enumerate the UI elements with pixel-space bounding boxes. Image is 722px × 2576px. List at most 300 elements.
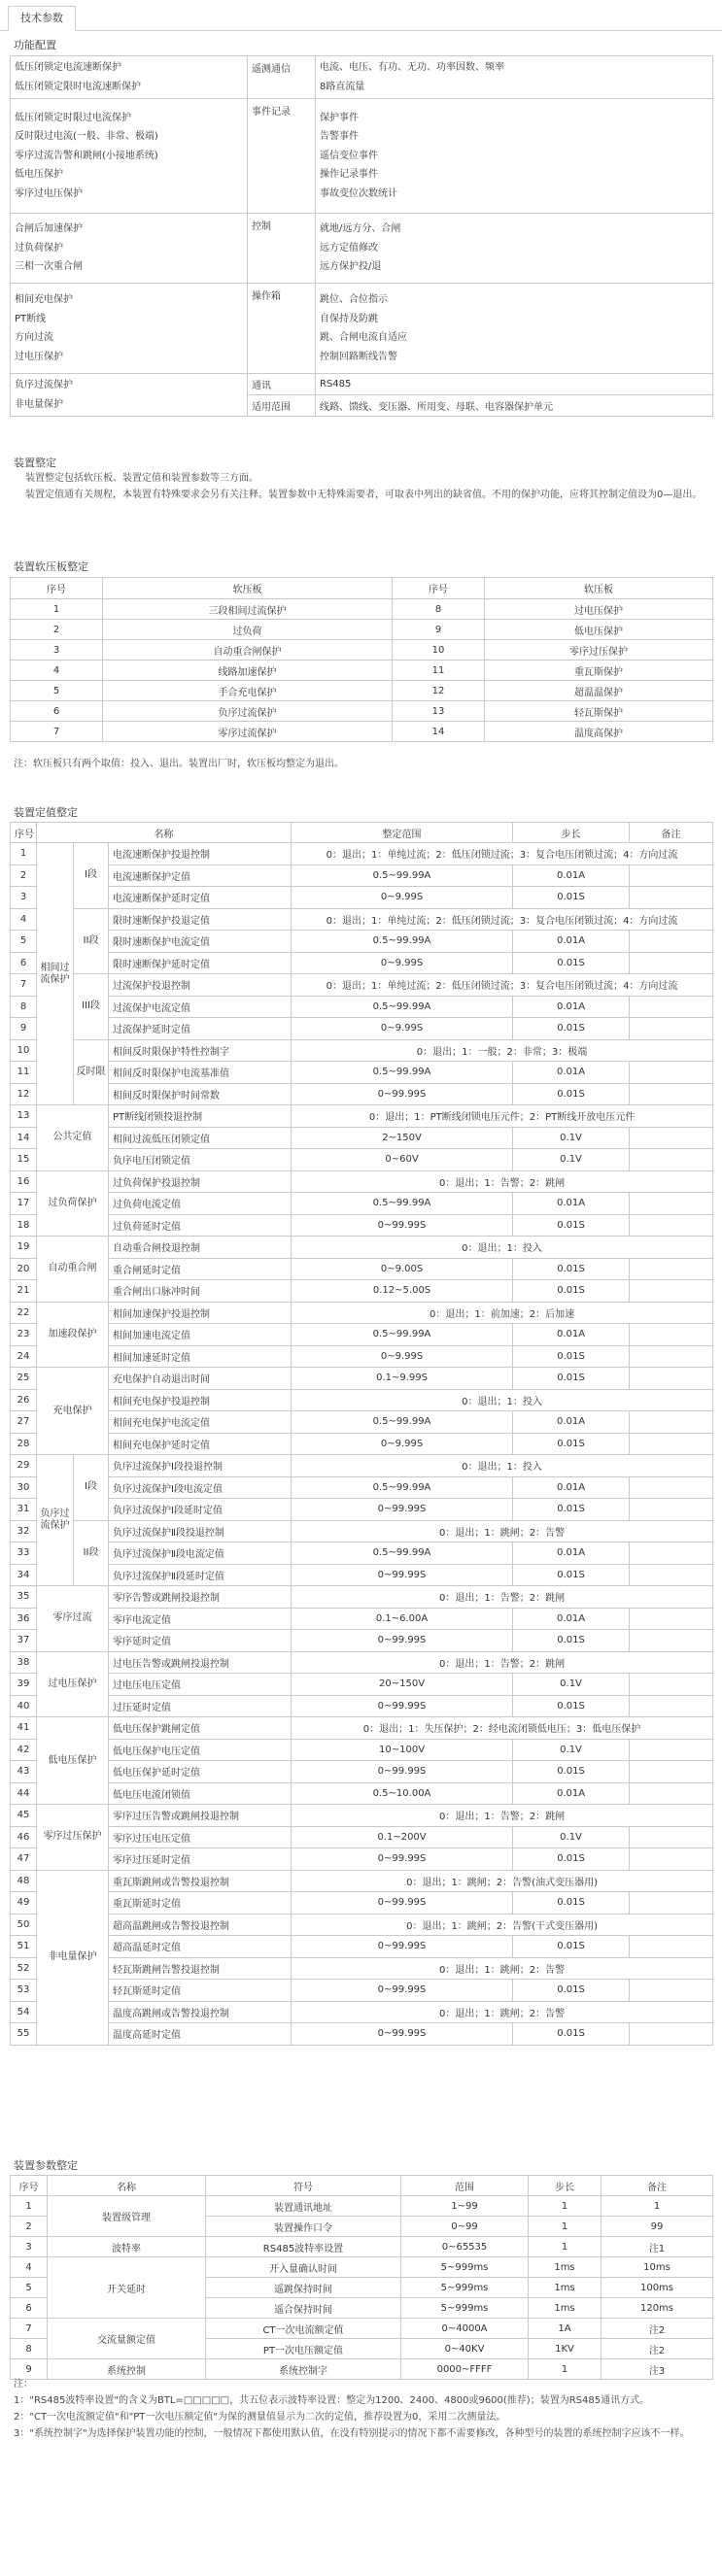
params-no: 6 bbox=[11, 2298, 48, 2319]
fixed-step: 0.01S bbox=[513, 887, 630, 909]
fixed-row bbox=[11, 1389, 713, 1411]
fixed-row bbox=[11, 1805, 713, 1827]
setting-title: 装置整定 bbox=[14, 457, 56, 469]
fixed-note bbox=[630, 1499, 713, 1521]
fixed-subgroup: II段 bbox=[74, 908, 109, 974]
params-no: 1 bbox=[11, 2196, 48, 2217]
fixed-row bbox=[11, 1586, 713, 1609]
params-step: 1 bbox=[529, 2196, 602, 2217]
fixed-range: 0~99.99S bbox=[292, 2023, 513, 2046]
fixed-range: 0~99.99S bbox=[292, 1848, 513, 1871]
fixed-options: 0：退出；1：前加速；2：后加速 bbox=[292, 1302, 713, 1324]
fixed-range: 0~9.99S bbox=[292, 887, 513, 909]
fixed-no: 46 bbox=[11, 1826, 37, 1848]
soft-col-name: 软压板 bbox=[485, 578, 713, 599]
func-line: 保护事件 bbox=[320, 112, 359, 123]
fixed-note bbox=[630, 1368, 713, 1390]
fixed-options: 0：退出；1：告警；2：跳闸 bbox=[292, 1170, 713, 1193]
fixed-options: 0：退出；1：投入 bbox=[292, 1389, 713, 1411]
fixed-no: 44 bbox=[11, 1782, 37, 1805]
fixed-name: 重瓦斯跳闸或告警投退控制 bbox=[109, 1870, 292, 1892]
fixed-subgroup: 反时限 bbox=[74, 1039, 109, 1105]
fixed-note bbox=[630, 1848, 713, 1871]
fixed-note bbox=[630, 1739, 713, 1761]
fixed-name: 相间充电保护延时定值 bbox=[109, 1433, 292, 1455]
fixed-no: 5 bbox=[11, 931, 37, 953]
fixed-no: 2 bbox=[11, 864, 37, 887]
fixed-step: 0.01A bbox=[513, 1062, 630, 1084]
params-note: 注1 bbox=[602, 2237, 713, 2257]
fixed-range: 0~99.99S bbox=[292, 1892, 513, 1915]
params-note: 100ms bbox=[602, 2278, 713, 2298]
fixed-row bbox=[11, 1542, 713, 1565]
soft-name: 零序过流保护 bbox=[103, 722, 393, 742]
fixed-row bbox=[11, 1608, 713, 1630]
fixed-range: 0~99.99S bbox=[292, 1630, 513, 1652]
fixed-row bbox=[11, 1411, 713, 1434]
fixed-row bbox=[11, 1499, 713, 1521]
fixed-col-no: 序号 bbox=[11, 823, 37, 843]
fixed-row bbox=[11, 1761, 713, 1783]
fixed-range: 0.5~99.99A bbox=[292, 1476, 513, 1499]
fixed-row bbox=[11, 1345, 713, 1368]
fixed-row bbox=[11, 1564, 713, 1586]
fixed-name: 超高温跳闸或告警投退控制 bbox=[109, 1914, 292, 1936]
fixed-name: 限时速断保护投退定值 bbox=[109, 908, 292, 931]
fixed-range: 0.5~99.99A bbox=[292, 864, 513, 887]
fixed-range: 0~99.99S bbox=[292, 1564, 513, 1586]
fixed-row bbox=[11, 2001, 713, 2023]
params-step: 1ms bbox=[529, 2298, 602, 2319]
soft-no: 1 bbox=[11, 599, 103, 620]
fixed-group: 加速段保护 bbox=[37, 1302, 109, 1368]
fixed-row bbox=[11, 1018, 713, 1040]
fixed-no: 7 bbox=[11, 974, 37, 997]
fixed-name: 零序延时定值 bbox=[109, 1630, 292, 1652]
params-name: 开关延时 bbox=[48, 2257, 206, 2319]
fixed-no: 29 bbox=[11, 1455, 37, 1477]
soft-row bbox=[11, 661, 713, 681]
func-line: 跳位、合位指示 bbox=[320, 294, 388, 305]
fixed-no: 10 bbox=[11, 1039, 37, 1062]
fixed-range: 0.5~10.00A bbox=[292, 1782, 513, 1805]
fixed-name: 自动重合闸投退控制 bbox=[109, 1237, 292, 1259]
fixed-note bbox=[630, 1761, 713, 1783]
fixed-step: 0.01A bbox=[513, 864, 630, 887]
fixed-name: 零序过压电压定值 bbox=[109, 1826, 292, 1848]
fixed-name: 过电压电压定值 bbox=[109, 1674, 292, 1696]
func-cat: 操作箱 bbox=[248, 284, 316, 374]
params-table bbox=[10, 2175, 713, 2380]
fixed-row bbox=[11, 1237, 713, 1259]
soft-col-no: 序号 bbox=[11, 578, 103, 599]
fixed-step: 0.01A bbox=[513, 1476, 630, 1499]
func-item: 低压闭锁定时限过电流保护 bbox=[15, 112, 131, 123]
fixed-group: 过负荷保护 bbox=[37, 1170, 109, 1237]
params-col-name: 名称 bbox=[48, 2176, 206, 2196]
fixed-note bbox=[630, 1258, 713, 1280]
soft-name: 线路加速保护 bbox=[103, 661, 393, 681]
fixed-no: 17 bbox=[11, 1193, 37, 1215]
fixed-step: 0.01S bbox=[513, 1368, 630, 1390]
fixed-step: 0.01A bbox=[513, 931, 630, 953]
fixed-row bbox=[11, 931, 713, 953]
fixed-no: 47 bbox=[11, 1848, 37, 1871]
fixed-no: 9 bbox=[11, 1018, 37, 1040]
func-item: 低压闭锁定电流速断保护 bbox=[15, 62, 121, 73]
func-line: 告警事件 bbox=[320, 131, 359, 143]
params-range: 0~4000A bbox=[401, 2319, 529, 2339]
params-step: 1KV bbox=[529, 2339, 602, 2359]
fixed-step: 0.01S bbox=[513, 1018, 630, 1040]
fixed-group: 负序过流保护 bbox=[37, 1455, 74, 1586]
params-range: 1~99 bbox=[401, 2196, 529, 2217]
fixed-note bbox=[630, 1280, 713, 1303]
fixed-name: 零序电流定值 bbox=[109, 1608, 292, 1630]
fixed-step: 0.1V bbox=[513, 1739, 630, 1761]
soft-name: 超温温保护 bbox=[485, 681, 713, 701]
params-no: 3 bbox=[11, 2237, 48, 2257]
fixed-range: 0.5~99.99A bbox=[292, 996, 513, 1018]
fixed-step: 0.01A bbox=[513, 1782, 630, 1805]
fixed-range: 0~9.00S bbox=[292, 1258, 513, 1280]
fixed-no: 14 bbox=[11, 1127, 37, 1149]
func-line: 线路、馈线、变压器、所用变、母联、电容器保护单元 bbox=[316, 395, 713, 417]
fixed-name: 超高温延时定值 bbox=[109, 1936, 292, 1958]
soft-no: 8 bbox=[393, 599, 485, 620]
fixed-range: 0.1~200V bbox=[292, 1826, 513, 1848]
fixed-name: 过负荷保护投退控制 bbox=[109, 1170, 292, 1193]
fixed-step: 0.01S bbox=[513, 1980, 630, 2002]
soft-no: 14 bbox=[393, 722, 485, 742]
soft-name: 三段相间过流保护 bbox=[103, 599, 393, 620]
fixed-range: 0~9.99S bbox=[292, 1345, 513, 1368]
fixed-range: 0.5~99.99A bbox=[292, 1411, 513, 1434]
fixed-no: 50 bbox=[11, 1914, 37, 1936]
fixed-row bbox=[11, 1433, 713, 1455]
fixed-row bbox=[11, 1848, 713, 1871]
soft-row bbox=[11, 620, 713, 640]
params-note: 10ms bbox=[602, 2257, 713, 2278]
fixed-note bbox=[630, 1936, 713, 1958]
fixed-name: 低电压保护延时定值 bbox=[109, 1761, 292, 1783]
func-item: 三相一次重合闸 bbox=[15, 261, 83, 273]
params-symbol: 遥跳保持时间 bbox=[206, 2278, 401, 2298]
params-range: 0~40KV bbox=[401, 2339, 529, 2359]
fixed-name: 过流保护电流定值 bbox=[109, 996, 292, 1018]
fixed-no: 1 bbox=[11, 843, 37, 865]
fixed-row bbox=[11, 1957, 713, 1980]
fixed-options: 0：退出；1：跳闸；2：告警 bbox=[292, 1520, 713, 1542]
fixed-note bbox=[630, 1892, 713, 1915]
fixed-no: 33 bbox=[11, 1542, 37, 1565]
fixed-options: 0：退出；1：单纯过流；2：低压闭锁过流；3：复合电压闭锁过流；4：方向过流 bbox=[292, 974, 713, 997]
fixed-step: 0.01A bbox=[513, 1608, 630, 1630]
soft-name: 零序过压保护 bbox=[485, 640, 713, 661]
fixed-note bbox=[630, 1542, 713, 1565]
params-range: 0~65535 bbox=[401, 2237, 529, 2257]
fixed-group: 非电量保护 bbox=[37, 1870, 109, 2045]
fixed-no: 11 bbox=[11, 1062, 37, 1084]
fixed-no: 12 bbox=[11, 1083, 37, 1105]
soft-no: 4 bbox=[11, 661, 103, 681]
fixed-step: 0.01S bbox=[513, 1695, 630, 1717]
fixed-name: 过电压告警或跳闸投退控制 bbox=[109, 1651, 292, 1674]
soft-no: 10 bbox=[393, 640, 485, 661]
fixed-step: 0.01S bbox=[513, 2023, 630, 2046]
fixed-range: 10~100V bbox=[292, 1739, 513, 1761]
fixed-no: 36 bbox=[11, 1608, 37, 1630]
fixed-range: 0.5~99.99A bbox=[292, 1542, 513, 1565]
params-symbol: 遥合保持时间 bbox=[206, 2298, 401, 2319]
fixed-group: 过电压保护 bbox=[37, 1651, 109, 1717]
fixed-name: 低电压电流闭锁值 bbox=[109, 1782, 292, 1805]
fixed-name: 零序过压告警或跳闸投退控制 bbox=[109, 1805, 292, 1827]
fixed-options: 0：退出；1：单纯过流；2：低压闭锁过流；3：复合电压闭锁过流；4：方向过流 bbox=[292, 843, 713, 865]
soft-no: 13 bbox=[393, 701, 485, 722]
fixed-row bbox=[11, 1936, 713, 1958]
fixed-step: 0.01S bbox=[513, 1280, 630, 1303]
fixed-row bbox=[11, 1455, 713, 1477]
params-symbol: CT一次电流额定值 bbox=[206, 2319, 401, 2339]
fixed-no: 31 bbox=[11, 1499, 37, 1521]
params-notes bbox=[14, 2376, 708, 2442]
fixed-name: 重瓦斯延时定值 bbox=[109, 1892, 292, 1915]
params-row bbox=[11, 2257, 713, 2278]
fixed-note bbox=[630, 1630, 713, 1652]
params-symbol: 开入量确认时间 bbox=[206, 2257, 401, 2278]
fixed-note bbox=[630, 1149, 713, 1171]
fixed-step: 0.01S bbox=[513, 1630, 630, 1652]
func-item: 相间充电保护 bbox=[15, 294, 73, 305]
fixed-note bbox=[630, 1476, 713, 1499]
func-line: 8路直流量 bbox=[320, 81, 365, 92]
fixed-range: 0~99.99S bbox=[292, 1499, 513, 1521]
fixed-range: 0~99.99S bbox=[292, 1761, 513, 1783]
fixed-note bbox=[630, 1826, 713, 1848]
fixed-options: 0：退出；1：投入 bbox=[292, 1237, 713, 1259]
fixed-range: 0.5~99.99A bbox=[292, 1062, 513, 1084]
params-range: 5~999ms bbox=[401, 2257, 529, 2278]
fixed-no: 48 bbox=[11, 1870, 37, 1892]
soft-row bbox=[11, 681, 713, 701]
tab-tech-params[interactable]: 技术参数 bbox=[8, 6, 76, 31]
fixed-options: 0：退出；1：失压保护；2：经电流闭锁低电压；3：低电压保护 bbox=[292, 1717, 713, 1740]
params-col-note: 备注 bbox=[602, 2176, 713, 2196]
fixed-name: 电流速断保护投退控制 bbox=[109, 843, 292, 865]
fixed-row bbox=[11, 1782, 713, 1805]
fixed-no: 24 bbox=[11, 1345, 37, 1368]
fixed-name: 相间加速延时定值 bbox=[109, 1345, 292, 1368]
fixed-range: 0.5~99.99A bbox=[292, 1324, 513, 1346]
fixed-name: 零序告警或跳闸投退控制 bbox=[109, 1586, 292, 1609]
fixed-no: 23 bbox=[11, 1324, 37, 1346]
fixed-name: 相间充电保护投退控制 bbox=[109, 1389, 292, 1411]
fixed-name: 限时速断保护电流定值 bbox=[109, 931, 292, 953]
fixed-name: 过流保护投退控制 bbox=[109, 974, 292, 997]
params-range: 0000~FFFF bbox=[401, 2359, 529, 2380]
setting-para-2: 装置定值通有关规程，本装置有特殊要求会另有关注释。装置参数中无特殊需要者，可取表中列出的缺省值。不用的保护功能，应将其控制定值设为0—退出。 bbox=[25, 490, 703, 500]
func-cat: 控制 bbox=[248, 214, 316, 284]
fixed-subgroup: I段 bbox=[74, 1455, 109, 1521]
fixed-step: 0.01A bbox=[513, 1411, 630, 1434]
soft-row bbox=[11, 722, 713, 742]
fixed-name: 限时速断保护延时定值 bbox=[109, 952, 292, 974]
soft-name: 温度高保护 bbox=[485, 722, 713, 742]
fixed-row bbox=[11, 1870, 713, 1892]
params-step: 1 bbox=[529, 2237, 602, 2257]
fixed-row bbox=[11, 1651, 713, 1674]
fixed-row bbox=[11, 1980, 713, 2002]
params-note: 120ms bbox=[602, 2298, 713, 2319]
fixed-options: 0：退出；1：告警；2：跳闸 bbox=[292, 1651, 713, 1674]
soft-name: 手合充电保护 bbox=[103, 681, 393, 701]
fixed-step: 0.1V bbox=[513, 1826, 630, 1848]
fixed-name: 过负荷延时定值 bbox=[109, 1214, 292, 1237]
func-item: 负序过流保护 bbox=[15, 380, 73, 390]
func-item: 零序过流告警和跳闸(小接地系统) bbox=[15, 150, 158, 161]
fixed-name: 相间充电保护电流定值 bbox=[109, 1411, 292, 1434]
fixed-range: 0~9.99S bbox=[292, 1018, 513, 1040]
fixed-options: 0：退出；1：单纯过流；2：低压闭锁过流；3：复合电压闭锁过流；4：方向过流 bbox=[292, 908, 713, 931]
fixed-step: 0.1V bbox=[513, 1127, 630, 1149]
fixed-note bbox=[630, 1324, 713, 1346]
fixed-group: 公共定值 bbox=[37, 1105, 109, 1171]
fixed-note bbox=[630, 2023, 713, 2046]
params-name: 系统控制 bbox=[48, 2359, 206, 2380]
params-no: 2 bbox=[11, 2217, 48, 2237]
func-item: 合闸后加速保护 bbox=[15, 223, 83, 235]
fixed-note bbox=[630, 1018, 713, 1040]
fixed-col-range: 整定范围 bbox=[292, 823, 513, 843]
setting-para-1: 装置整定包括软压板、装置定值和装置参数等三方面。 bbox=[25, 473, 258, 484]
func-item: 非电量保护 bbox=[15, 398, 63, 410]
fixed-range: 0~99.99S bbox=[292, 1083, 513, 1105]
fixed-step: 0.1V bbox=[513, 1674, 630, 1696]
fixed-step: 0.01S bbox=[513, 1564, 630, 1586]
soft-no: 12 bbox=[393, 681, 485, 701]
fixed-row bbox=[11, 1258, 713, 1280]
fixed-name: 负序过流保护Ⅱ段延时定值 bbox=[109, 1564, 292, 1586]
fixed-row bbox=[11, 1674, 713, 1696]
fixed-step: 0.01S bbox=[513, 1083, 630, 1105]
fixed-name: 电流速断保护延时定值 bbox=[109, 887, 292, 909]
fixed-name: 过压延时定值 bbox=[109, 1695, 292, 1717]
soft-table bbox=[10, 577, 713, 742]
fixed-name: 相间反时限保护电流基准值 bbox=[109, 1062, 292, 1084]
fixed-no: 28 bbox=[11, 1433, 37, 1455]
fixed-name: 相间过流低压闭锁定值 bbox=[109, 1127, 292, 1149]
soft-col-no: 序号 bbox=[393, 578, 485, 599]
fixed-no: 19 bbox=[11, 1237, 37, 1259]
func-line: 自保持及防跳 bbox=[320, 313, 378, 324]
fixed-name: 相间反时限保护时间常数 bbox=[109, 1083, 292, 1105]
params-name: 交流量额定值 bbox=[48, 2319, 206, 2359]
fixed-row bbox=[11, 1214, 713, 1237]
fixed-no: 20 bbox=[11, 1258, 37, 1280]
fixed-name: 负序电压闭锁定值 bbox=[109, 1149, 292, 1171]
fixed-row bbox=[11, 887, 713, 909]
fixed-row bbox=[11, 1149, 713, 1171]
params-symbol: 装置操作口令 bbox=[206, 2217, 401, 2237]
soft-name: 轻瓦斯保护 bbox=[485, 701, 713, 722]
params-note-line: 1："RS485波特率设置"的含义为BTL=□□□□□，共五位表示波特率设置：整定为1200、2400、4800或9600(推荐)；装置为RS485通讯方式。 bbox=[14, 2395, 650, 2406]
fixed-row bbox=[11, 1826, 713, 1848]
soft-title: 装置软压板整定 bbox=[14, 560, 88, 573]
fixed-name: 负序过流保护Ⅱ段电流定值 bbox=[109, 1542, 292, 1565]
params-symbol: 装置通讯地址 bbox=[206, 2196, 401, 2217]
fixed-row bbox=[11, 1739, 713, 1761]
params-step: 1 bbox=[529, 2359, 602, 2380]
fixed-no: 22 bbox=[11, 1302, 37, 1324]
fixed-no: 35 bbox=[11, 1586, 37, 1609]
fixed-step: 0.01A bbox=[513, 1193, 630, 1215]
params-symbol: PT一次电压额定值 bbox=[206, 2339, 401, 2359]
fixed-range: 0~9.99S bbox=[292, 1433, 513, 1455]
fixed-no: 4 bbox=[11, 908, 37, 931]
soft-name: 自动重合闸保护 bbox=[103, 640, 393, 661]
fixed-step: 0.01S bbox=[513, 1848, 630, 1871]
params-name: 波特率 bbox=[48, 2237, 206, 2257]
fixed-step: 0.01A bbox=[513, 1324, 630, 1346]
fixed-note bbox=[630, 1345, 713, 1368]
func-item: 过电压保护 bbox=[15, 351, 63, 362]
params-row bbox=[11, 2319, 713, 2339]
fixed-note bbox=[630, 1214, 713, 1237]
fixed-range: 0~99.99S bbox=[292, 1936, 513, 1958]
fixed-name: 相间反时限保护特性控制字 bbox=[109, 1039, 292, 1062]
fixed-options: 0：退出；1：跳闸；2：告警(油式变压器用) bbox=[292, 1870, 713, 1892]
params-row bbox=[11, 2237, 713, 2257]
fixed-no: 53 bbox=[11, 1980, 37, 2002]
fixed-name: PT断线闭锁投退控制 bbox=[109, 1105, 292, 1128]
params-no: 5 bbox=[11, 2278, 48, 2298]
fixed-no: 16 bbox=[11, 1170, 37, 1193]
fixed-note bbox=[630, 1433, 713, 1455]
fixed-range: 0~99.99S bbox=[292, 1214, 513, 1237]
func-item: PT断线 bbox=[15, 313, 47, 324]
fixed-options: 0：退出；1：告警；2：跳闸 bbox=[292, 1586, 713, 1609]
soft-row bbox=[11, 701, 713, 722]
fixed-no: 8 bbox=[11, 996, 37, 1018]
fixed-note bbox=[630, 864, 713, 887]
fixed-table bbox=[10, 822, 713, 2046]
func-cat: 通讯 bbox=[248, 374, 316, 395]
fixed-options: 0：退出；1：跳闸；2：告警(干式变压器用) bbox=[292, 1914, 713, 1936]
func-table bbox=[10, 55, 713, 417]
fixed-no: 43 bbox=[11, 1761, 37, 1783]
soft-row bbox=[11, 640, 713, 661]
fixed-name: 零序过压延时定值 bbox=[109, 1848, 292, 1871]
fixed-row bbox=[11, 843, 713, 865]
fixed-row bbox=[11, 1039, 713, 1062]
fixed-note bbox=[630, 1127, 713, 1149]
params-note: 1 bbox=[602, 2196, 713, 2217]
fixed-note bbox=[630, 1193, 713, 1215]
func-line: 电流、电压、有功、无功、功率因数、频率 bbox=[320, 62, 504, 73]
fixed-row bbox=[11, 2023, 713, 2046]
fixed-step: 0.01S bbox=[513, 1433, 630, 1455]
fixed-step: 0.1V bbox=[513, 1149, 630, 1171]
params-col-step: 步长 bbox=[529, 2176, 602, 2196]
fixed-name: 轻瓦斯延时定值 bbox=[109, 1980, 292, 2002]
fixed-note bbox=[630, 931, 713, 953]
params-note: 注2 bbox=[602, 2319, 713, 2339]
fixed-row bbox=[11, 1520, 713, 1542]
fixed-row bbox=[11, 1302, 713, 1324]
fixed-no: 6 bbox=[11, 952, 37, 974]
fixed-name: 轻瓦斯跳闸告警投退控制 bbox=[109, 1957, 292, 1980]
